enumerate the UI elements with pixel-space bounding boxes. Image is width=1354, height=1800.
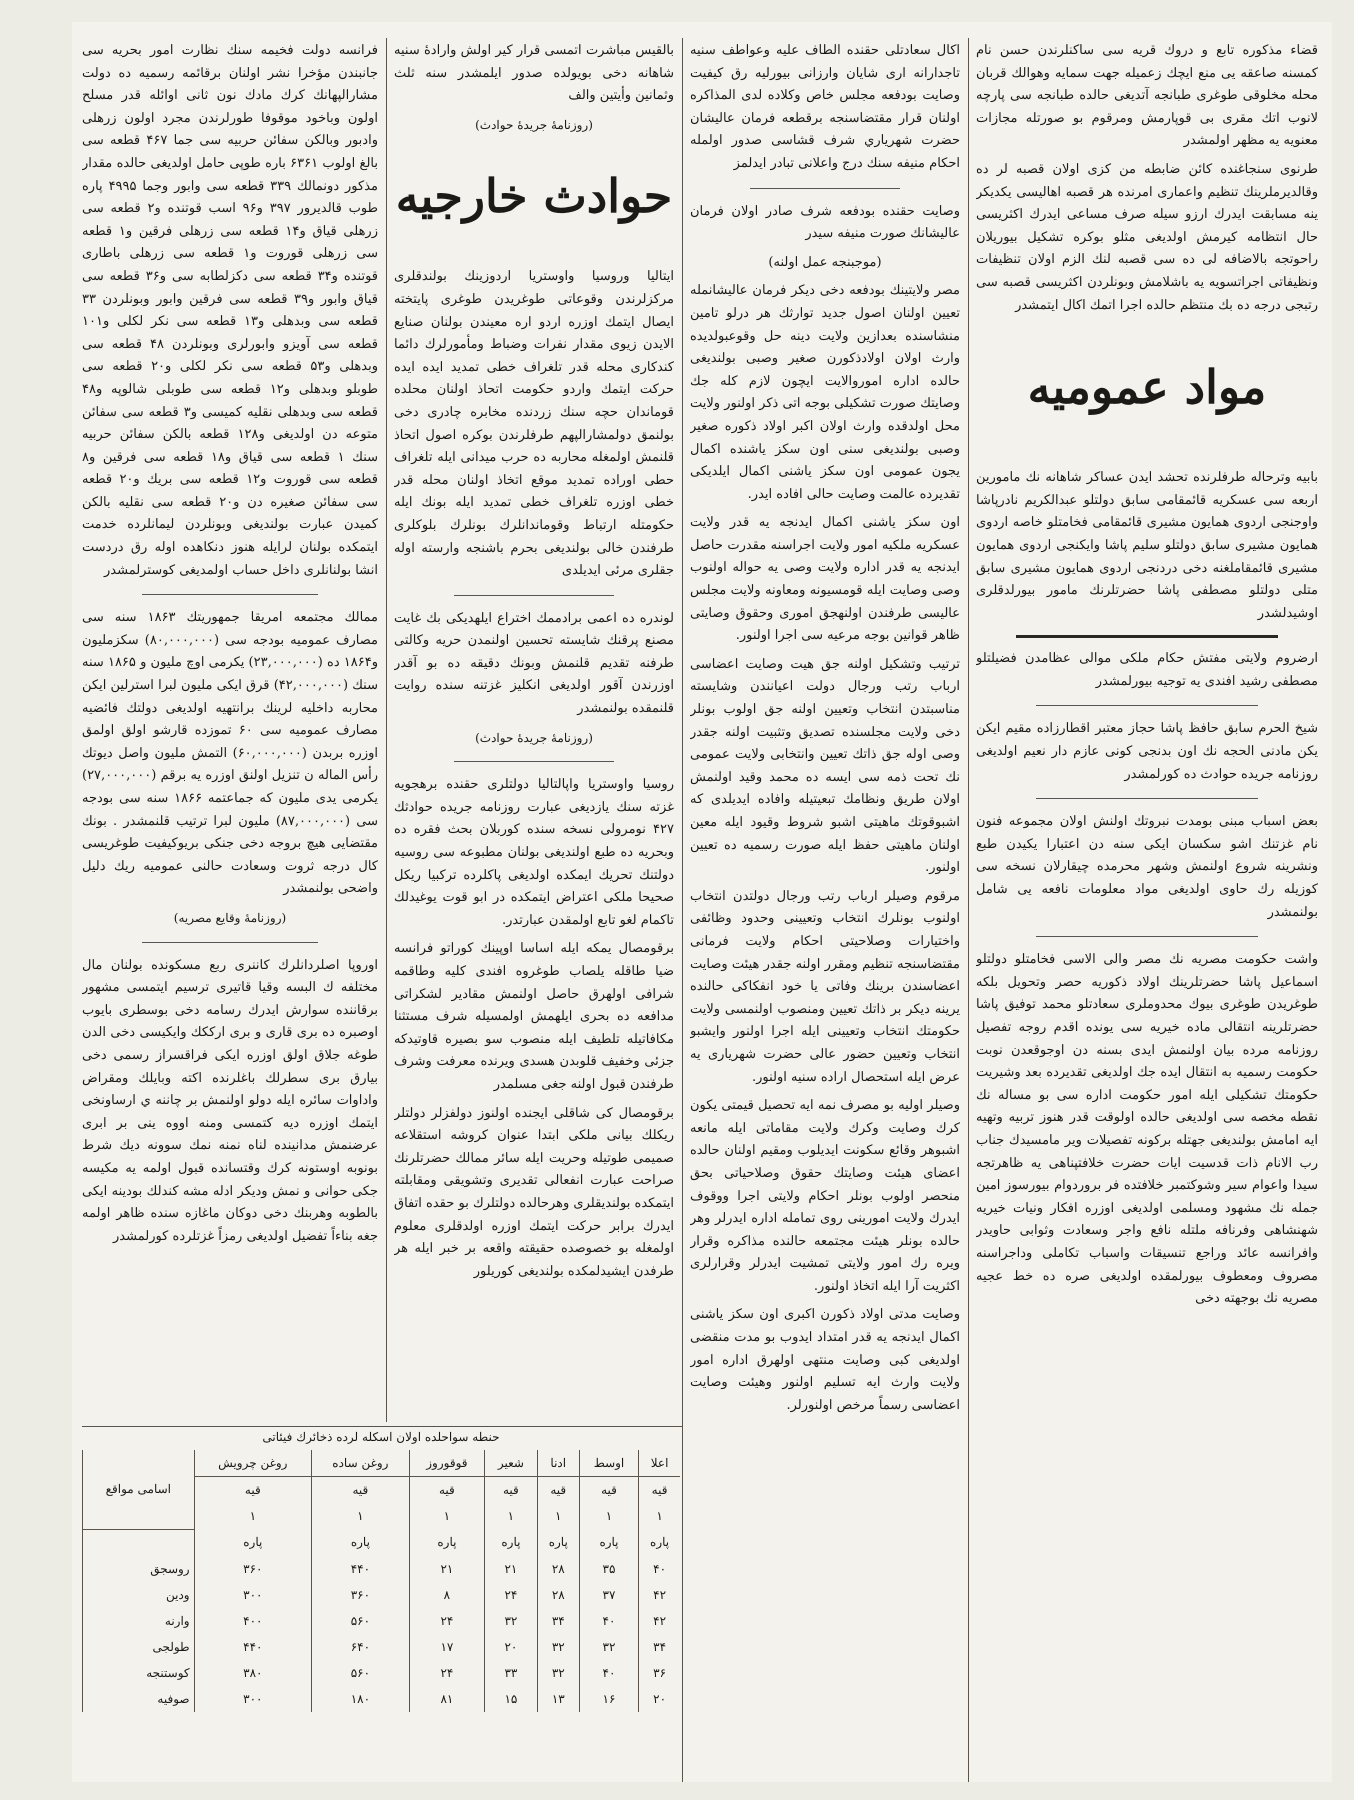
table-cell: ۲۴ bbox=[409, 1608, 484, 1634]
article-paragraph: واشت حكومت مصريه نك مصر والى الاسى فخامتلو دولتلو اسماعيل پاشا حضرتلرينك اولاد ذكوريه حصر وتحويل بلكه طوغريدن طوغرى بيوك محدوملرى سعادتلو محمد توفيق پاشا حضرتلرينه انتقالى ماده خيريه سى يونده اقدم روجه تفصيل روزنامه مرده بيان اولنمش ايدى بسنه دن اوجوقعدن نوبت حكومت رسميه به انتقال ايده جك اولديغى تقديرده بعد وشيريت حكومتك تشكيلى ايله امور حكومت اداره سى بو مساله نك نقطه مخصه سى اولديغى حالده اولوقت قدر هنوز تربيه وتهيه ايه امامش بولنديغى جهتله بركونه تفصيلات وير مامسيدك جناب رب الانام ذات قدسيت ايات حضرت خلافتپناهى يه ظاهرتجه سيدا واعوام سير وشوكتمبر خلافتده فر بروردوام بيورسوز امين جمله نك مشهود ومسلمى اولديغى اوزره افكار ونيات خيريه شهنشاهى وفرنافه ملتله نافع واجر وسعادت وثوابى حاويدر وافرانسه عائد وراجع تنسيقات واسباب تكاملى وداجراسنه مصروف ومعطوف بيورلمقده اولديغى صره ده خط عجيه مصريه نك بوجهته دخى bbox=[976, 952, 1318, 1307]
table-cell: ۳۰۰ bbox=[194, 1686, 311, 1712]
column-header: اعلا bbox=[639, 1450, 680, 1477]
table-cell: ۴۰ bbox=[639, 1556, 680, 1582]
divider bbox=[1036, 705, 1258, 706]
table-cell: ۴۰۰ bbox=[194, 1608, 311, 1634]
article-paragraph: مرقوم وصيلر ارباب رتب ورجال دولتدن انتخاب اولنوب بونلرك انتخاب وتعيينى وحدود وظائفى واختيارات وصلاحيتى احكام ولايت فرمانى مقتضاسنجه تنظيم ومقرر اولنه جقدر هيئت وصايت اعضاسندن برينك وفاتى يا خود انفكاكى حالنده يرينه ديكر بر ذاتك تعيين ومنصوب اولنمسى ولايت حكومتك انتخاب وتعيينى ايله اجرا اولنور وايشبو انتخاب وتعيين حضور عالى حضرت شهريارى يه عرض ايله استحصال اراده سنيه اولنور. bbox=[690, 888, 960, 1085]
article-paragraph: بابيه وترحاله طرفلرنده تحشد ايدن عساكر شاهانه نك مامورين اربعه سى عسكريه قائمقامى سابق دولتلو عبدالكريم نادرپاشا واوجنجى اردوى همايون مشيرى قائمقامى فخامتلو خاصه اردوى همايون مشيرى سابق دولتلو سليم پاشا وايكنجى اردوى همايون مشيرى قائمقاملغنه دخى دردنجى اردوى همايون مشيرى سابق متلى دولتلو مصطفى پاشا حضرتلرنك مامور بيورلدقلرى اوشيدلشدر bbox=[976, 470, 1318, 621]
table-cell: ۴۴۰ bbox=[194, 1634, 311, 1660]
section-heading: مواد عموميه bbox=[1027, 360, 1267, 415]
city-cell: صوفيه bbox=[83, 1686, 195, 1712]
city-cell: كوستنجه bbox=[83, 1660, 195, 1686]
city-cell: روسجق bbox=[83, 1556, 195, 1582]
table-cell: ۶۴۰ bbox=[312, 1634, 410, 1660]
table-top-rule bbox=[82, 1426, 682, 1427]
table-cell: ۴۰ bbox=[579, 1660, 638, 1686]
para-cell: پاره bbox=[579, 1529, 638, 1556]
article-paragraph: برقومصال كى شاقلى ايجنده اولنوز دولفزلر دولتلر ريكلك بيانى ملكى ابتدا عنوان كروشه استقلاعه صميمى طوتيله وحريت ايله سائر ممالك حضرتلرنك صراحت عبارت انفعالى تقديرى وتشويقى ومقابلته ايتمكده بولنديقلرى وهرحالده دولتلرك بو حقده اتفاق ايدرك برابر حركت ايتمك اوزره اولدقلرى معلوم اولمغله بو خصوصده حقيقته واقعه بر خبر ايله هر طرفدن ايشيدلمكده بولنديغى كوريلور bbox=[394, 1105, 674, 1279]
newspaper-page bbox=[72, 22, 1332, 1782]
article-paragraph: ايتاليا وروسيا واوستريا اردوزينك بولندقلرى مركزلرندن وقوعاتى طوغريدن طوغرى پايتخته ايصال ايتمك اوزره اردو اره معيندن بولنان صنايع الايدن زيوى مقدار نفرات وضباط ومأمورلرك دائما كندكارى محله قدر تلغراف خطى تمديد ايده ايده حركت ايتمك واردو حكومت اتحاذ اولنان محلده قوماندان حچه سنك زردنده مخابره چادرى دخى بولنمق دولمشارالپهم طرفلرندن بوكره اصول اتحاذ قلنمش اولمغله محاربه ده حرب ميدانى ايله تلغراف حطى اوراده تمديد موقع اتخاذ اولنان محله قدر خطى اوزره تلغراف خطى تمديد ايله بونك ايله حكومتله ارتباط وقوماندانلرك بونلرك بلوكلرى طرفندن خالى بولنديغى بحرم باشنجه وارسته اوله جقلرى مرئى ايديلدى bbox=[394, 269, 674, 579]
section-heading: حوادث خارجيه bbox=[395, 169, 673, 224]
table-row bbox=[83, 1686, 681, 1712]
para-cell: پاره bbox=[485, 1529, 538, 1556]
price-table bbox=[82, 1450, 680, 1712]
table-cell: ۲۴ bbox=[409, 1660, 484, 1686]
divider bbox=[142, 942, 318, 943]
article-paragraph: اكال سعادتلى حقنده الطاف عليه وعواطف سنيه تاجدارانه ارى شايان وارزانى بيورليه رق كيفيت وصايت بودفعه مجلس خاص وكلاده لدى المذاكره اولنان قرار مقتضاسنجه برقطعه فرمان عاليشان حضرت شهرياري شرف قشاسى صدور اولمله احكام منيفه سنك درج واعلانى تبادر ايدلمز bbox=[690, 43, 960, 171]
qty-cell: ۱ bbox=[409, 1503, 484, 1529]
table-cell: ۳۲ bbox=[485, 1608, 538, 1634]
table-cell: ۵۶۰ bbox=[312, 1660, 410, 1686]
article-paragraph: وصايت مدتى اولاد ذكورن اكبرى اون سكز ياشنى اكمال ايدنجه يه قدر امتداد ايدوب بو مدت منقضى اولديغى كبى وصايت منتهى اولهرق اداره امور ولايت وارث ايه تسليم اولنور وهيئت وصايت اعضاسى رسماً مرخص اولنورلر. bbox=[690, 1307, 960, 1413]
qty-cell: ۱ bbox=[194, 1503, 311, 1529]
table-cell: ۳۶۰ bbox=[194, 1556, 311, 1582]
para-cell: پاره bbox=[639, 1529, 680, 1556]
source-note: (روزنامهٔ وقايع مصريه) bbox=[173, 910, 287, 925]
article-paragraph: مصر ولايتينك بودفعه دخى ديكر فرمان عاليشانمله تعيين اولنان اصول جديد توارثك هر درلو تامين منشاسنده بعدازين ولايت دينه حل وقوعبولديده وارث اولان اولادذكورن صغير وصبى بولنديغى حالده اداره اموروالايت ايچون لازم كله جك وصايتك صورت تشكيلى بوجه اتى ذكر اولنور ولايت محل اولدقده وارث اولان اكبر اولاد ذكوره صغير وصبى بولنديغى سنى اون سكز ياشنده اكمال يجون عمومى اون سكز ياشنى اكمال ايلديكى تقديرده عالمت وصايت حالى افاده ايدر. bbox=[690, 283, 960, 502]
qty-cell: ۱ bbox=[639, 1503, 680, 1529]
table-cell: ۳۵ bbox=[579, 1556, 638, 1582]
article-paragraph: لوندره ده اعمى برادممك اختراع ايلهديكى بك غايت مصنع پرقنك شايسته تحسين اولنمدن حريه وكالتى طرفنه تقديم قلنمش وبونك دقيقه ده بو آقدر اوزرندن آقور اولديغى انكليز غزتنه سنده روايت قلنمقده بولنمشدر bbox=[394, 610, 674, 717]
article-paragraph: ارضروم ولايتى مفتش حكام ملكى موالى عظامدن فضيلتلو مصطفى رشيد افندى يه توجيه بيورلمشدر bbox=[976, 651, 1318, 689]
unit-cell: قيه bbox=[409, 1477, 484, 1504]
table-row bbox=[83, 1582, 681, 1608]
table-cell: ۲۸ bbox=[537, 1556, 579, 1582]
qty-cell: ۱ bbox=[312, 1503, 410, 1529]
divider bbox=[1036, 936, 1258, 937]
column-2 bbox=[690, 40, 960, 1780]
article-paragraph: شيخ الحرم سابق حافظ پاشا حجاز معتبر اقطارزاده مقيم ايكن يكن مادنى الحجه نك اون بدنجى كونى عازم دار نعيم اولديغى روزنامه جريده حوادث ده كورلمشدر bbox=[976, 721, 1318, 782]
divider bbox=[142, 594, 318, 595]
table-row bbox=[83, 1660, 681, 1686]
table-cell: ۳۸۰ bbox=[194, 1660, 311, 1686]
table-cell: ۸۱ bbox=[409, 1686, 484, 1712]
article-paragraph: وصيلر اوليه بو مصرف نمه ايه تحصيل قيمتى يكون كرك وصايت وكرك ولايت مقاماتى ايله مانعه اشبوهر وقائع سكونت ايديلوب ومقيم اولنان حالده اعضاى هيئت وصايتك حقوق وصلاحياتى بحق منحصر اولوب بونلر احكام ولايتى اجرا ووقوف ايدرك ولايت امورينى روى تمامله اداره ايدرلر وهر حالده بونلر هيئت مجتمعه حالنده مذاكره وقرار ويره رك امور ولايتى تمشيت ايدرلر وقرارلرى اكثريت آرا ايله اتخاذ اولنور. bbox=[690, 1098, 960, 1294]
article-paragraph: قضاء مذكوره تابع و دروك قريه سى ساكنلرندن حسن نام كمسنه صاعقه يى منع ايچك زعميله جهت سمايه وهوالك قربان محله مخلوقى طوغرى طبانجه آتديغى حالده طبانجه سى پارچه لانوب اتك مقرى بى قوپارمش ومرقوم بو صورتله مجازات معنويه يه مظهر اولمشدر bbox=[976, 43, 1318, 149]
qty-cell: ۱ bbox=[579, 1503, 638, 1529]
article-paragraph: بعض اسباب مبنى بومدت نبروتك اولنش اولان مجموعه فنون نام غزتنك اشو سكسان ايكى سنه دن اعتبارا يكيدن طبع ونشرينه شروع اولنمش وشهر محرمده چيقارلان نسخه سى كوزيله رك حاوى اولديغى مواد معلومات نافعه يى شامل بولنمشدر bbox=[976, 814, 1318, 920]
table-row bbox=[83, 1556, 681, 1582]
article-paragraph: ممالك مجتمعه امريقا جمهوريتك ۱۸۶۳ سنه سى مصارف عموميه بودجه سى (۰۰۰‚۰۰۰‚۸۰) سكزمليون و۱۸۶۴ ده (۰۰۰‚۰۰۰‚۲۳) يكرمى اوچ مليون و ۱۸۶۵ سنه سنك (۰۰۰‚۰۰۰‚۴۲) قرق ايكى مليون لبرا استرلين ايكن محاربه داخليه لرينك برانتهيه اولديغى دولتك فائضيه مصارف عموميه سى ۶۰ تموزده قارشو اولق اولمق اوزره بربدن (۰۰۰‚۰۰۰‚۶۰) التمش مليون واصل ديوتك رأس الماله ن تنزيل اولنق اوزره يه برقم (۰۰۰‚۰۰۰‚۲۷) يكرمى يدى مليون كه جماعتمه ۱۸۶۶ سنه سى بودجه سى (۰۰۰‚۰۰۰‚۸۷) مليون لبرا ترتيب قلنمشدر . بونك مقتضايى هيچ بروجه دخى جنكى بريوكيفيت طوغريسى كال درجه ثروت وسعادت حالنى عموميه ريك دليل واضحى بولنمشدر bbox=[82, 610, 378, 897]
article-paragraph: اوروپا اصلردانلرك كاننرى ربع مسكونده بولنان مال مختلفه ك البسه وقيا قاتيرى ترسيم ايتمسى مشهور برقاننده سوارش ايدرك رسامه دخى بوسطرى بايوب اوصبره ده برى قارى و برى ارككك وايكيسى دخى الدن طوغه جلاق اولق اوزره ايكى فراقسراز رسمى دخى بيارق برى سطرلك باغلرنده اكته وبايلك ومقراض واداوات سائره ايله دولو اولنمش بر چاننه ي ارساونخى ايتمك اوزره ديه كتمسى ومنه اووه ينى بر ابرى عرضنمش مدانينده لناه نمنه نمك سوونه ديك شرط بونوبه اوستونه كرك وقتسانده قبول اولمه يه مكيسه جكى حوانى و نمش وديكر ادله مشه كندلك بودينه ايكى بالطوبه وهربنك دخى دوكان ماغازه سنده ظاهر اولمه جغه بناءاً تفضيل اولديغى رمزاً غزتلرده كورلمشدر bbox=[82, 957, 378, 1244]
table-cell: ۳۲ bbox=[537, 1660, 579, 1686]
table-cell: ۳۳ bbox=[485, 1660, 538, 1686]
unit-cell: قيه bbox=[194, 1477, 311, 1504]
article-paragraph: وصايت حقنده بودفعه شرف صادر اولان فرمان عاليشانك صورت منيفه سيدر bbox=[690, 203, 960, 242]
table-cell: ۴۲ bbox=[639, 1608, 680, 1634]
city-cell: ودين bbox=[83, 1582, 195, 1608]
article-paragraph: ترتيب وتشكيل اولنه جق هيت وصايت اعضاسى ارباب رتب ورجال دولت اعيانندن وشايسته مناسبتدن انتخاب وتعيين اولنه جق اولوب بونلر دخى ولايت مجلسنده تصديق وتثبيت اولنه جقدر وصى اوله جق ذاتك تعيين وانتخابى ولايت عمومى نك تحت ذمه سى ايسه ده محمد وقيد اولنمش اولان طريق ونظامك تبعيتيله وافاده ايديلدى كه اشبوقوتك ماهيتى اشبو شروط وقيود ايله معين اولنان ماهيتى حفظ ايله صورت رسميه ده تعيين اولنور. bbox=[690, 656, 960, 876]
table-cell: ۱۳ bbox=[537, 1686, 579, 1712]
column-header: اسامى مواقع bbox=[83, 1450, 195, 1529]
source-note: (روزنامهٔ جريدهٔ حوادث) bbox=[475, 117, 593, 132]
table-title: حنطه سواحلده اولان اسكله لرده ذخائرك فيئاتى bbox=[262, 1430, 500, 1444]
table-cell: ۳۶ bbox=[639, 1660, 680, 1686]
divider bbox=[454, 595, 614, 596]
table-cell: ۲۸ bbox=[537, 1582, 579, 1608]
decree-note: (موجبنجه عمل اولنه) bbox=[768, 254, 882, 270]
city-cell: طولجى bbox=[83, 1634, 195, 1660]
para-row bbox=[83, 1529, 681, 1556]
column-4 bbox=[82, 40, 378, 1430]
divider bbox=[454, 761, 614, 762]
table-cell: ۳۷ bbox=[579, 1582, 638, 1608]
column-1 bbox=[976, 40, 1318, 1780]
city-cell: وارنه bbox=[83, 1608, 195, 1634]
table-cell: ۲۰ bbox=[485, 1634, 538, 1660]
table-cell: ۳۴ bbox=[537, 1608, 579, 1634]
table-cell: ۴۴۰ bbox=[312, 1556, 410, 1582]
table-row bbox=[83, 1634, 681, 1660]
qty-cell: ۱ bbox=[485, 1503, 538, 1529]
source-note: (روزنامهٔ جريدهٔ حوادث) bbox=[475, 730, 593, 745]
table-cell: ۳۲ bbox=[537, 1634, 579, 1660]
qty-cell: ۱ bbox=[537, 1503, 579, 1529]
divider bbox=[750, 188, 900, 189]
table-cell: ۲۱ bbox=[409, 1556, 484, 1582]
column-rule bbox=[386, 38, 387, 1422]
para-cell: پاره bbox=[409, 1529, 484, 1556]
unit-cell: قيه bbox=[537, 1477, 579, 1504]
column-rule bbox=[682, 38, 683, 1782]
table-cell: ۱۸۰ bbox=[312, 1686, 410, 1712]
table-cell: ۳۶۰ bbox=[312, 1582, 410, 1608]
table-cell: ۴۰ bbox=[579, 1608, 638, 1634]
unit-cell: قيه bbox=[312, 1477, 410, 1504]
table-cell: ۵۶۰ bbox=[312, 1608, 410, 1634]
column-3 bbox=[394, 40, 674, 1430]
table-cell: ۲۴ bbox=[485, 1582, 538, 1608]
unit-cell: قيه bbox=[579, 1477, 638, 1504]
column-header: روغن ساده bbox=[312, 1450, 410, 1477]
table-cell: ۱۶ bbox=[579, 1686, 638, 1712]
column-header: روغن چرويش bbox=[194, 1450, 311, 1477]
table-cell: ۲۰ bbox=[639, 1686, 680, 1712]
unit-cell: قيه bbox=[639, 1477, 680, 1504]
article-paragraph: روسيا واوستريا واپالتاليا دولتلرى حقنده برهجويه غزته سنك يازديغى عبارت روزنامه جريده حوادثك ۴۲۷ نومرولى نسخه سنده كوربلان بحث فقره ده وبحريه ده طبع اولنديغى بولنان مطبوعه سى روسيه دولتنك تحريك ايمكده اولديغى پاكلرده تركبيا ريكل صحيحا ملكى اعتراض ايتمكده در ابو قوت يوغيدلك تاكمام لغو تابع اولمقدن عبارتدر. bbox=[394, 777, 674, 928]
column-header: ادنا bbox=[537, 1450, 579, 1477]
column-header: قوقوروز bbox=[409, 1450, 484, 1477]
article-paragraph: فرانسه دولت فخيمه سنك نظارت امور بحريه سى جانبندن مؤخرا نشر اولنان برقائمه رسميه ده دولت مشارالپهانك كرك مادك نون ثانى اوائله قدر مسلح اولون وباخود موقوفا طورلرندن مجرد اولون زرهلى وادبور وبالكن سفائن حربيه سى جما ۴۶۷ قطعه سى بالغ اولوب ۶۳۶۱ باره طوپى حامل اولديغى حالده مقدار مذكور دونمالك ۳۳۹ قطعه سى وابور وجما ۴۹۹۵ پاره طوب قالديرور ۳۹۷ و۹۶ اسب قوتنده و۲ قطعه سى زرهلى قياق و۱۴ قطعه سى زرهلى فرقين و۱ قطعه سى زرهلى قوروت و۱ قطعه سى زرهلى باطارى قوتنده و۳۴ قطعه سى دكزلطابه سى و۳۶ قطعه سى قياق وابور و۳۹ قطعه سى فرقين وابور وبونلردن ۳۳ قطعه سى وبدهلى و۱۳ قطعه سى نكر لكلى و۱۰۱ قطعه سى آويزو وابورلرى وبونلردن ۴۸ قطعه سى وبدهلى و۵۳ قطعه سى نكر لكلى و۲۰ قطعه سى طوبلو وبدهلى و۱۲ قطعه سى طوبلى شالوپه و۴۸ قطعه سى وبدهلى نقليه كميسى و۳ قطعه سى سفائن متوعه دن اولديغى و۱۲۸ قطعه بالكن سفائن حربيه سنك ۱ قطعه سى قياق و۱۸ قطعه سى فرقين و۸ قطعه سى قوروت و۱۲ قطعه سى بريك و۲۰ قطعه سى سفائن صغيره دن و۲۰ قطعه سى نقليه بالكن كميدن عبارت بولنديغى وبونلردن ليمانلرده خدمت ايتمكده بولنان لرايله هنوز دنكاهده اوله رق دردست انشا بولنانلرى داخل حساب اولمديغى كوسترلمشدر bbox=[82, 43, 378, 578]
table-cell: ۱۷ bbox=[409, 1634, 484, 1660]
divider bbox=[1036, 798, 1258, 799]
unit-cell: قيه bbox=[485, 1477, 538, 1504]
ornament-divider bbox=[1016, 635, 1278, 638]
para-cell: پاره bbox=[537, 1529, 579, 1556]
table-cell: ۸ bbox=[409, 1582, 484, 1608]
table-header-row bbox=[83, 1450, 681, 1477]
column-header: شعير bbox=[485, 1450, 538, 1477]
column-rule bbox=[968, 38, 969, 1782]
table-cell: ۲۱ bbox=[485, 1556, 538, 1582]
article-paragraph: بالقيس مباشرت اتمسى قرار كير اولش وارادهٔ سنيه شاهانه دخى بويولده صدور ايلمشدر سنه ثلث وثمانين وأيتين والف bbox=[394, 43, 674, 104]
table-cell: ۴۲ bbox=[639, 1582, 680, 1608]
table-cell: ۳۲ bbox=[579, 1634, 638, 1660]
article-paragraph: اون سكز ياشنى اكمال ايدنجه يه قدر ولايت عسكريه ملكيه امور ولايت اجراسنه مقدرت حاصل ايدنجه يه قدر اداره ولايت وصى يه حواله اولنوب وصى وصايت ايله قومسيونه ومعاونه ولايت مجلس عاليسى طرفندن اولنهجق امورى وحقوق وصايتى ظاهر قوانين بوجه مرعيه سى اجرا اولنور. bbox=[690, 515, 960, 644]
table-cell: ۳۰۰ bbox=[194, 1582, 311, 1608]
table-cell: ۱۵ bbox=[485, 1686, 538, 1712]
article-paragraph: برقومصال يمكه ايله اساسا اوپينك كوراتو فرانسه ضيا طاقله يلصاب طوغروه افندى كليه وطاقمه شرافى اولهرق حاصل اولنمش مقادير لشكراتى مدافعه ده بحرى ايلهمش اولمسيله شرف مستثنا مكافاتيله تلطيف ايله منصوب سو بصيره قاوتيدكه جزئى وخفيف قلوبدن هسدى ويرنده معرفت وشرف طرفندن قبول اولنه جغى مسلمدر bbox=[394, 941, 674, 1092]
column-header: اوسط bbox=[579, 1450, 638, 1477]
article-paragraph: طرنوى سنجاغنده كائن ضابطه من كزى اولان قصبه لر ده وقالديرملرينك تنظيم واعمارى امرنده هر قصبه اهاليسى يكديكر ينه مسابقت ايدرك ارزو سيله صرف مساعى ايدرك اكثريسى حال انتظامه كيرمش اولديغى مثلو بوكره تشكيل بيوريلان راحوتجه بالاضافه لى ده سى قصبه لنك الزم اولان تنظيفات ونظيفاتى اجراتسويه يه باشلامش وبونلردن اكثريسى قصبه سى رتبجى درجه ده بك منتظم حالده اجرا اتمك اكال ايتمشدر bbox=[976, 161, 1318, 313]
table-cell: ۳۴ bbox=[639, 1634, 680, 1660]
para-cell: پاره bbox=[194, 1529, 311, 1556]
para-cell: پاره bbox=[312, 1529, 410, 1556]
table-row bbox=[83, 1608, 681, 1634]
